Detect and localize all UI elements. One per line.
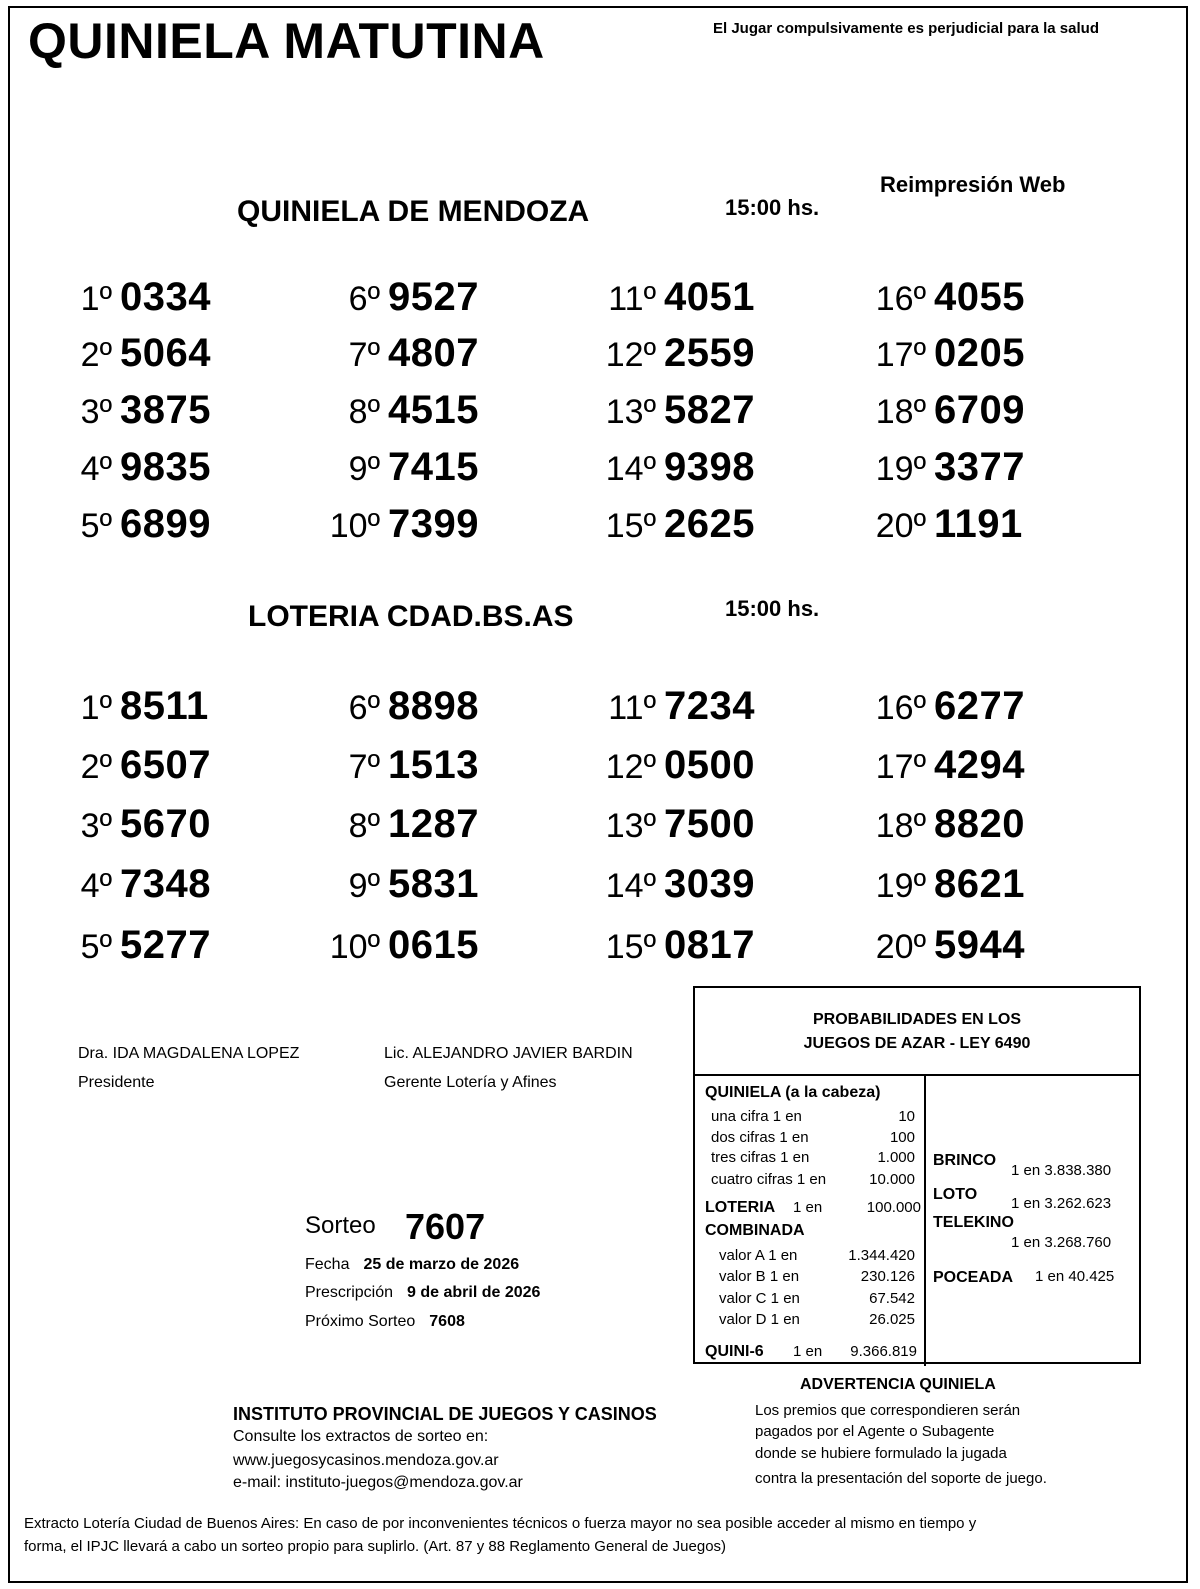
mendoza-title: QUINIELA DE MENDOZA: [237, 195, 590, 228]
result-position: 9º: [348, 867, 380, 905]
result-4: [70, 445, 211, 490]
combinada-prob-label: valor C 1 en: [719, 1290, 800, 1307]
signature-right-name: Lic. ALEJANDRO JAVIER BARDIN: [384, 1045, 633, 1062]
health-warning: El Jugar compulsivamente es perjudicial para la salud: [713, 20, 1099, 37]
quiniela-prob-label: dos cifras 1 en: [711, 1129, 809, 1146]
result-number: 6277: [934, 684, 1025, 728]
page-title: QUINIELA MATUTINA: [28, 13, 545, 69]
combinada-prob-title: COMBINADA: [705, 1222, 805, 1239]
result-number: 6507: [120, 743, 211, 787]
result-number: 5944: [934, 923, 1025, 967]
result-number: 0817: [664, 923, 755, 967]
quini6-prob-value: 9.366.819: [850, 1343, 917, 1360]
quiniela-prob-label: cuatro cifras 1 en: [711, 1171, 827, 1188]
footer-line: Extracto Lotería Ciudad de Buenos Aires: En caso de por inconvenientes técnicos o fuerza mayor no sea posible acceder al mismo en tiempo y: [24, 1515, 977, 1532]
result-11: [598, 275, 755, 320]
result-number: 3875: [120, 388, 211, 432]
result-position: 3º: [80, 807, 112, 845]
result-number: 7348: [120, 862, 211, 906]
result-13: [598, 802, 755, 847]
result-number: 3039: [664, 862, 755, 906]
result-number: 1287: [388, 802, 479, 846]
result-14: [598, 862, 755, 907]
result-position: 10º: [329, 928, 380, 966]
result-number: 3377: [934, 445, 1025, 489]
result-position: 16º: [875, 280, 926, 318]
combinada-prob-value: 26.025: [869, 1311, 915, 1328]
quini6-prob-en: 1 en: [793, 1343, 823, 1360]
combinada-prob-value: 67.542: [869, 1290, 915, 1307]
result-8: [328, 388, 479, 433]
result-3: [70, 802, 211, 847]
result-position: 9º: [348, 450, 380, 488]
footer-note: [24, 1512, 976, 1558]
result-position: 11º: [608, 689, 656, 727]
result-position: 15º: [605, 928, 656, 966]
institute-email-link[interactable]: e-mail: instituto-juegos@mendoza.gov.ar: [233, 1474, 523, 1491]
result-16: [868, 275, 1025, 320]
result-position: 20º: [875, 507, 926, 545]
brinco-prob-value: 1 en 3.838.380: [1011, 1162, 1112, 1179]
quiniela-prob-value: 10: [898, 1108, 915, 1125]
result-number: 7415: [388, 445, 479, 489]
quini6-prob-label: QUINI-6: [705, 1343, 764, 1360]
combinada-prob-label: valor D 1 en: [719, 1311, 800, 1328]
result-position: 7º: [348, 748, 380, 786]
result-4: [70, 862, 211, 907]
result-position: 18º: [875, 393, 926, 431]
result-3: [70, 388, 211, 433]
result-18: [868, 388, 1025, 433]
result-19: [868, 862, 1025, 907]
result-number: 7500: [664, 802, 755, 846]
loteria-prob-label: LOTERIA: [705, 1199, 776, 1216]
result-2: [70, 331, 211, 376]
loto-prob-value: 1 en 3.262.623: [1011, 1195, 1112, 1212]
result-6: [328, 275, 479, 320]
result-number: 4051: [664, 275, 755, 319]
result-position: 14º: [605, 450, 656, 488]
result-position: 10º: [329, 507, 380, 545]
result-position: 12º: [605, 336, 656, 374]
combinada-prob-label: valor A 1 en: [719, 1247, 798, 1264]
result-number: 8621: [934, 862, 1025, 906]
result-position: 19º: [875, 867, 926, 905]
probabilities-table: [695, 1074, 1139, 1366]
result-position: 12º: [605, 748, 656, 786]
result-9: [328, 445, 479, 490]
result-position: 11º: [608, 280, 656, 318]
result-19: [868, 445, 1025, 490]
result-number: 0205: [934, 331, 1025, 375]
result-20: [868, 502, 1023, 547]
sorteo-label: Sorteo: [305, 1212, 376, 1239]
sorteo-number: 7607: [405, 1206, 486, 1247]
result-number: 5064: [120, 331, 211, 375]
result-number: 7234: [664, 684, 755, 728]
result-14: [598, 445, 755, 490]
fecha-label: Fecha: [305, 1256, 350, 1273]
quiniela-prob-title: QUINIELA (a la cabeza): [705, 1084, 881, 1101]
result-12: [598, 743, 755, 788]
result-number: 9398: [664, 445, 755, 489]
prescripcion-label: Prescripción: [305, 1284, 394, 1301]
result-number: 7399: [388, 502, 479, 546]
result-number: 9835: [120, 445, 211, 489]
result-number: 4294: [934, 743, 1025, 787]
signature-left-name: Dra. IDA MAGDALENA LOPEZ: [78, 1045, 300, 1062]
institute-consult-text: Consulte los extractos de sorteo en:: [233, 1428, 489, 1445]
result-1: [70, 684, 209, 729]
result-number: 1513: [388, 743, 479, 787]
result-11: [598, 684, 755, 729]
result-position: 8º: [348, 807, 380, 845]
quiniela-prob-label: tres cifras 1 en: [711, 1149, 810, 1166]
fecha-line: [305, 1256, 519, 1274]
result-position: 8º: [348, 393, 380, 431]
result-position: 4º: [80, 867, 112, 905]
prescripcion-line: [305, 1284, 540, 1302]
mendoza-time: 15:00 hs.: [725, 195, 820, 220]
result-6: [328, 684, 479, 729]
bsas-time: 15:00 hs.: [725, 596, 820, 621]
combinada-prob-value: 230.126: [860, 1268, 915, 1285]
result-number: 8820: [934, 802, 1025, 846]
result-18: [868, 802, 1025, 847]
quiniela-prob-value: 1.000: [877, 1149, 915, 1166]
result-position: 17º: [875, 748, 926, 786]
result-position: 13º: [605, 807, 656, 845]
result-number: 5831: [388, 862, 479, 906]
proximo-label: Próximo Sorteo: [305, 1313, 416, 1330]
result-number: 2625: [664, 502, 755, 546]
loteria-prob-en: 1 en: [793, 1199, 823, 1216]
result-position: 19º: [875, 450, 926, 488]
probabilities-heading: [695, 1008, 1139, 1056]
quiniela-prob-label: una cifra 1 en: [711, 1108, 802, 1125]
result-13: [598, 388, 755, 433]
loto-prob-label: LOTO: [933, 1186, 978, 1203]
advertencia-line: donde se hubiere formulado la jugada: [755, 1445, 1007, 1462]
result-12: [598, 331, 755, 376]
result-7: [328, 331, 479, 376]
result-position: 17º: [875, 336, 926, 374]
result-position: 6º: [348, 689, 380, 727]
signature-right-role: Gerente Lotería y Afines: [384, 1074, 557, 1091]
proximo-value: 7608: [429, 1313, 465, 1330]
signature-left-role: Presidente: [78, 1074, 155, 1091]
advertencia-line: pagados por el Agente o Subagente: [755, 1423, 995, 1440]
result-15: [598, 923, 755, 968]
result-number: 5277: [120, 923, 211, 967]
result-position: 13º: [605, 393, 656, 431]
result-position: 15º: [605, 507, 656, 545]
result-number: 6709: [934, 388, 1025, 432]
combinada-prob-label: valor B 1 en: [719, 1268, 800, 1285]
institute-website-link[interactable]: www.juegosycasinos.mendoza.gov.ar: [233, 1452, 499, 1469]
result-17: [868, 331, 1025, 376]
result-10: [328, 502, 479, 547]
result-5: [70, 923, 211, 968]
result-2: [70, 743, 211, 788]
poceada-prob-label: POCEADA: [933, 1269, 1014, 1286]
loteria-prob-value: 100.000: [866, 1199, 921, 1216]
result-number: 4055: [934, 275, 1025, 319]
result-number: 9527: [388, 275, 479, 319]
advertencia-line: contra la presentación del soporte de juego.: [755, 1470, 1047, 1487]
result-position: 2º: [80, 336, 112, 374]
quiniela-prob-value: 100: [889, 1129, 915, 1146]
result-number: 8511: [120, 684, 209, 728]
advertencia-line: Los premios que correspondieren serán: [755, 1402, 1021, 1419]
result-number: 6899: [120, 502, 211, 546]
result-10: [328, 923, 479, 968]
result-position: 1º: [80, 280, 112, 318]
result-9: [328, 862, 479, 907]
result-5: [70, 502, 211, 547]
result-position: 2º: [80, 748, 112, 786]
probabilities-heading-line1: PROBABILIDADES EN LOS: [812, 1011, 1021, 1028]
result-8: [328, 802, 479, 847]
probabilities-box: [693, 986, 1141, 1364]
result-7: [328, 743, 479, 788]
telekino-prob-label: TELEKINO: [933, 1214, 1014, 1231]
combinada-prob-value: 1.344.420: [848, 1247, 915, 1264]
prescripcion-value: 9 de abril de 2026: [407, 1284, 541, 1301]
footer-line: forma, el IPJC llevará a cabo un sorteo propio para suplirlo. (Art. 87 y 88 Reglamento General de Juegos): [24, 1538, 727, 1555]
result-position: 18º: [875, 807, 926, 845]
result-number: 1191: [934, 502, 1023, 546]
result-position: 5º: [80, 928, 112, 966]
result-number: 5827: [664, 388, 755, 432]
brinco-prob-label: BRINCO: [933, 1152, 997, 1169]
poceada-prob-value: 1 en 40.425: [1035, 1268, 1115, 1285]
result-position: 16º: [875, 689, 926, 727]
result-position: 20º: [875, 928, 926, 966]
result-position: 3º: [80, 393, 112, 431]
result-number: 0615: [388, 923, 479, 967]
fecha-value: 25 de marzo de 2026: [363, 1256, 520, 1273]
result-number: 2559: [664, 331, 755, 375]
telekino-prob-value: 1 en 3.268.760: [1011, 1234, 1112, 1251]
result-position: 5º: [80, 507, 112, 545]
result-16: [868, 684, 1025, 729]
quiniela-prob-value: 10.000: [869, 1171, 915, 1188]
result-17: [868, 743, 1025, 788]
result-number: 4515: [388, 388, 479, 432]
result-number: 0334: [120, 275, 211, 319]
result-position: 14º: [605, 867, 656, 905]
bsas-title: LOTERIA CDAD.BS.AS: [248, 600, 574, 633]
reprint-label: Reimpresión Web: [880, 172, 1066, 197]
advertencia-title: ADVERTENCIA QUINIELA: [800, 1376, 996, 1393]
result-position: 6º: [348, 280, 380, 318]
result-number: 5670: [120, 802, 211, 846]
result-position: 1º: [80, 689, 112, 727]
result-20: [868, 923, 1025, 968]
result-15: [598, 502, 755, 547]
institute-name: INSTITUTO PROVINCIAL DE JUEGOS Y CASINOS: [233, 1404, 657, 1424]
result-position: 4º: [80, 450, 112, 488]
column-divider: [924, 1076, 926, 1366]
result-position: 7º: [348, 336, 380, 374]
result-1: [70, 275, 211, 320]
probabilities-heading-line2: JUEGOS DE AZAR - LEY 6490: [803, 1035, 1031, 1052]
result-number: 8898: [388, 684, 479, 728]
proximo-line: [305, 1313, 465, 1331]
result-number: 4807: [388, 331, 479, 375]
result-number: 0500: [664, 743, 755, 787]
